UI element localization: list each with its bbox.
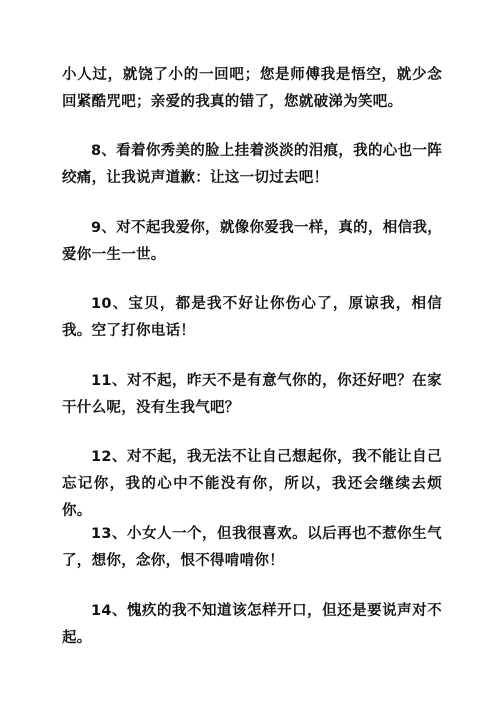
paragraph-continuation: 小人过，就饶了小的一回吧；您是师傅我是悟空，就少念回紧酷咒吧；亲爱的我真的错了，您就破涕为笑吧。 xyxy=(62,67,442,110)
paragraph-item-14: 14、愧疚的我不知道该怎样开口，但还是要说声对不起。 xyxy=(62,603,442,646)
paragraph-item-8: 8、看着你秀美的脸上挂着淡淡的泪痕，我的心也一阵绞痛，让我说声道歉：让这一切过去吧！ xyxy=(62,143,442,186)
paragraph-item-13: 13、小女人一个，但我很喜欢。以后再也不惹你生气了，想你，念你，恨不得啃啃你！ xyxy=(62,526,442,569)
paragraph-item-11: 11、对不起，昨天不是有意气你的，你还好吧？在家干什么呢，没有生我气吧？ xyxy=(62,373,442,416)
paragraph-item-10: 10、宝贝，都是我不好让你伤心了，原谅我，相信我。空了打你电话！ xyxy=(62,296,442,339)
paragraph-item-9: 9、对不起我爱你，就像你爱我一样，真的，相信我，爱你一生一世。 xyxy=(62,220,442,263)
paragraph-item-12: 12、对不起，我无法不让自己想起你，我不能让自己忘记你，我的心中不能没有你，所以，我还会继续去烦你。 xyxy=(62,449,442,519)
